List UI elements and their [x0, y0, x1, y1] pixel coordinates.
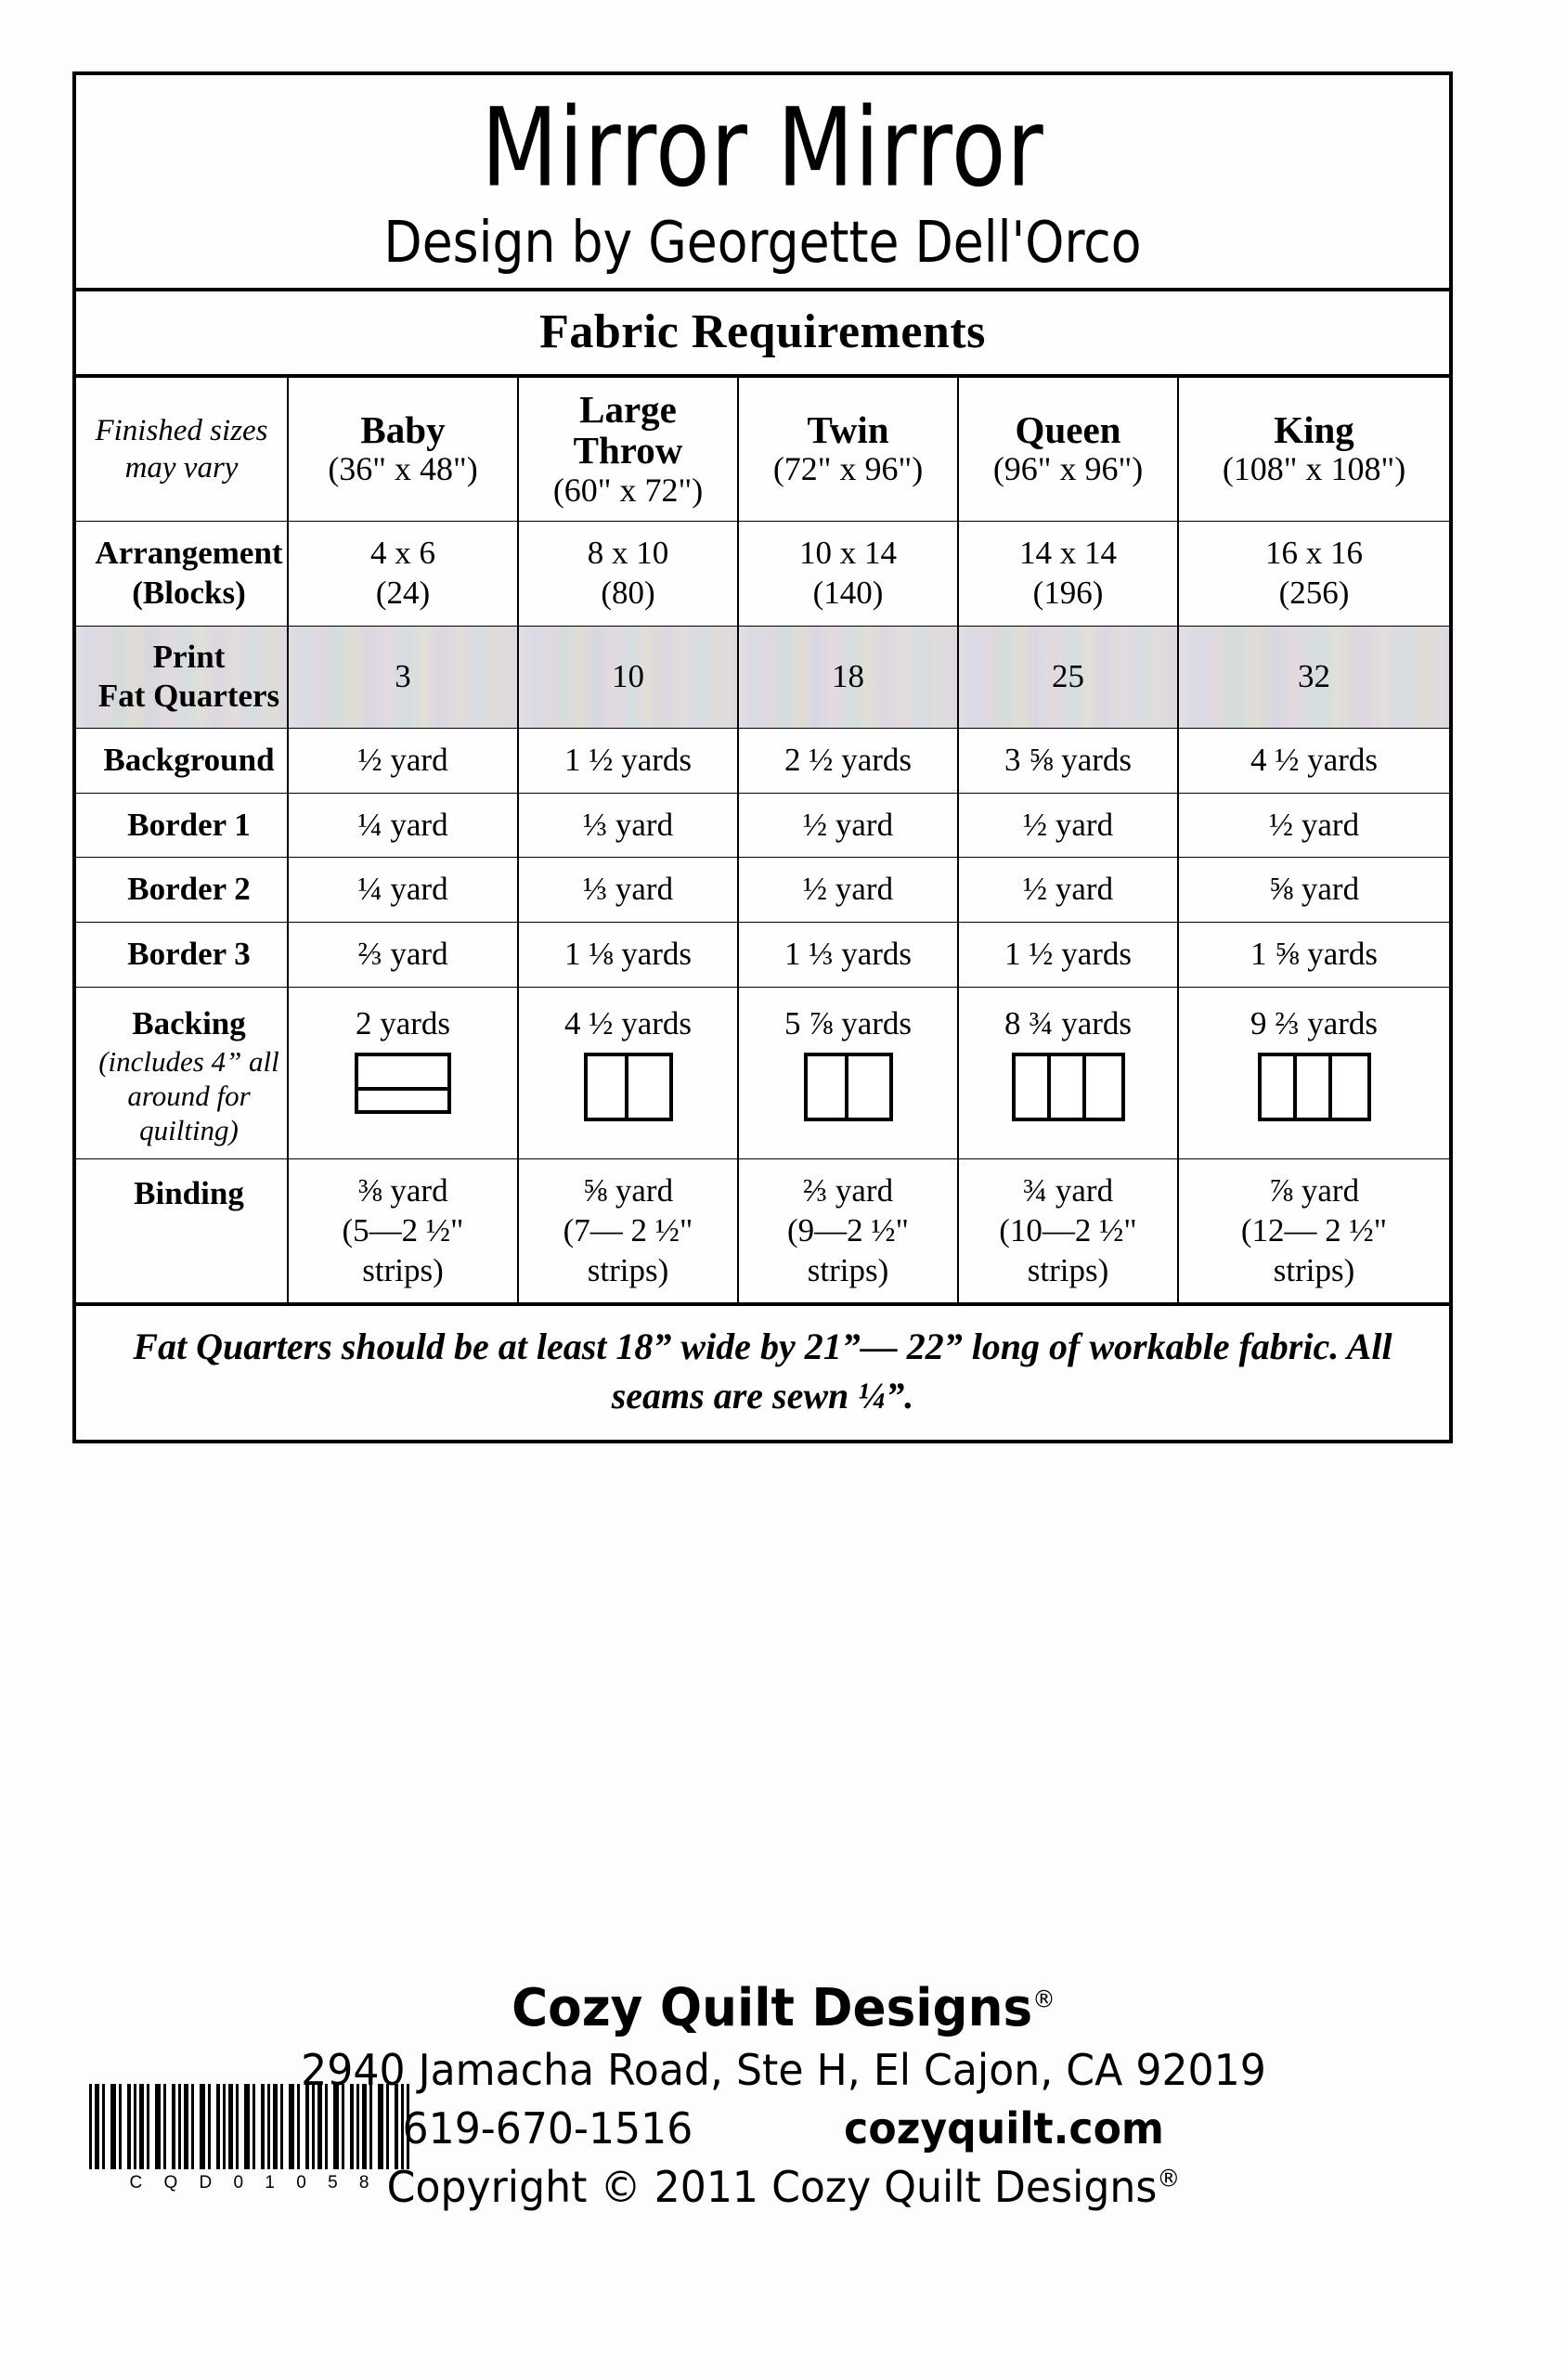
diagram-panel: [1297, 1056, 1332, 1118]
row-label-background: Background: [76, 729, 288, 794]
table-row-binding: [76, 1159, 1449, 1303]
cell-border3-baby: ⅔ yard: [288, 923, 518, 988]
cell-background-large-throw: 1 ½ yards: [518, 729, 738, 794]
cell-arrangement-baby: [288, 522, 518, 626]
cell-backing-baby: [288, 987, 518, 1158]
cell-border1-large-throw: ⅓ yard: [518, 793, 738, 858]
section-heading: Fabric Requirements: [76, 291, 1449, 378]
cell-backing-king: [1178, 987, 1449, 1158]
backing-diagram-king: [1183, 1053, 1445, 1121]
cell-backing-queen: [958, 987, 1178, 1158]
cell-border2-king: ⅝ yard: [1178, 858, 1449, 923]
row-label-backing: [76, 987, 288, 1158]
table-row-border-3: [76, 923, 1449, 988]
cell-value: ¾ yard: [1022, 1172, 1114, 1209]
three-panel-diagram: [1012, 1053, 1125, 1121]
cell-value: ⅔ yard: [802, 1172, 894, 1209]
footer: [0, 1978, 1567, 2213]
table-row-border-1: [76, 793, 1449, 858]
diagram-panel: [808, 1056, 848, 1118]
page-title: Mirror Mirror: [481, 84, 1044, 212]
table-row-border-2: [76, 858, 1449, 923]
cell-binding-baby: [288, 1159, 518, 1303]
diagram-panel: [1051, 1056, 1086, 1118]
row-label-note: (includes 4” all around for quilting): [98, 1045, 279, 1146]
cell-value-line3: strips): [807, 1251, 889, 1288]
backing-diagram-large-throw: [523, 1053, 733, 1121]
copyright-notice: [32, 2162, 1535, 2212]
barcode-label: C Q D 0 1 0 5 8: [129, 2173, 378, 2192]
company-website[interactable]: cozyquilt.com: [844, 2103, 1165, 2154]
row-label-text: Arrangement: [95, 535, 283, 572]
cell-background-king: 4 ½ yards: [1178, 729, 1449, 794]
company-address: 2940 Jamacha Road, Ste H, El Cajon, CA 92019: [301, 2044, 1266, 2095]
diagram-panel: [628, 1056, 669, 1118]
cell-value-line2: (9—2 ½": [787, 1211, 909, 1248]
column-dimensions: (36" x 48"): [328, 450, 478, 488]
cell-value-line3: strips): [362, 1251, 444, 1288]
row-label-text: Backing: [132, 1004, 246, 1041]
table-row-arrangement: [76, 522, 1449, 626]
column-name: King: [1274, 408, 1354, 452]
cell-border3-king: 1 ⅝ yards: [1178, 923, 1449, 988]
cell-fat-quarters-twin: 18: [738, 626, 958, 728]
cell-value: 8 x 10: [587, 535, 669, 572]
cell-fat-quarters-large-throw: 10: [518, 626, 738, 728]
fabric-requirements-table: [76, 378, 1449, 1302]
cell-value: 4 ½ yards: [563, 1004, 693, 1041]
cell-value-line2: (5—2 ½": [342, 1211, 464, 1248]
column-dimensions: (72" x 96"): [772, 450, 924, 488]
backing-diagram-queen: [963, 1053, 1173, 1121]
fabric-requirements-panel: [72, 71, 1453, 1443]
cell-arrangement-twin: [738, 522, 958, 626]
column-header-queen: [958, 378, 1178, 522]
designer-credit: Design by Georgette Dell'Orco: [383, 209, 1142, 276]
table-corner-cell: [76, 378, 288, 522]
cell-value-line3: strips): [1273, 1251, 1355, 1288]
cell-value: 8 ¾ yards: [1004, 1004, 1133, 1041]
row-label-arrangement: [76, 522, 288, 626]
column-dimensions: (96" x 96"): [992, 450, 1144, 488]
table-row-print-fat-quarters: [76, 626, 1449, 728]
row-label-border-1: Border 1: [76, 793, 288, 858]
cell-value: 5 ⅞ yards: [784, 1004, 913, 1041]
cell-border3-large-throw: 1 ⅛ yards: [518, 923, 738, 988]
column-name: Queen: [1015, 408, 1121, 452]
fat-quarter-footnote: Fat Quarters should be at least 18” wide by 21”— 22” long of workable fabric. All seams are sewn ¼”.: [76, 1302, 1449, 1440]
table-header-row: [76, 378, 1449, 522]
cell-value: 9 ⅔ yards: [1250, 1004, 1379, 1041]
two-panel-diagram: [584, 1053, 673, 1121]
cell-value-line2: (256): [1278, 574, 1350, 611]
cell-border2-baby: ¼ yard: [288, 858, 518, 923]
row-label-text: Print: [152, 638, 226, 675]
cell-binding-large-throw: [518, 1159, 738, 1303]
cell-border1-twin: ½ yard: [738, 793, 958, 858]
company-phone: 619-670-1516: [402, 2103, 693, 2154]
column-name: Twin: [807, 408, 889, 452]
row-label-binding: Binding: [76, 1159, 288, 1303]
diagram-panel: [1332, 1056, 1367, 1118]
cell-binding-king: [1178, 1159, 1449, 1303]
column-dimensions: (108" x 108"): [1222, 450, 1406, 488]
two-panel-diagram: [804, 1053, 893, 1121]
title-block: [76, 75, 1449, 291]
registered-mark: ®: [1157, 2165, 1181, 2193]
cell-value: ⅜ yard: [357, 1172, 448, 1209]
registered-mark: ®: [1032, 1985, 1055, 2014]
diagram-panel: [358, 1091, 447, 1110]
cell-arrangement-queen: [958, 522, 1178, 626]
cell-border2-large-throw: ⅓ yard: [518, 858, 738, 923]
diagram-panel: [848, 1056, 889, 1118]
cell-value: 14 x 14: [1019, 535, 1117, 572]
cell-value-line2: (80): [601, 574, 655, 611]
row-label-text-line2: (Blocks): [132, 574, 246, 611]
cell-value: ⅞ yard: [1268, 1172, 1360, 1209]
column-header-twin: [738, 378, 958, 522]
cell-background-twin: 2 ½ yards: [738, 729, 958, 794]
cell-border2-twin: ½ yard: [738, 858, 958, 923]
column-header-king: [1178, 378, 1449, 522]
backing-diagram-twin: [743, 1053, 953, 1121]
cell-border1-queen: ½ yard: [958, 793, 1178, 858]
cell-background-queen: 3 ⅝ yards: [958, 729, 1178, 794]
cell-border1-baby: ¼ yard: [288, 793, 518, 858]
company-name-text: Cozy Quilt Designs: [512, 1978, 1033, 2038]
cell-fat-quarters-queen: 25: [958, 626, 1178, 728]
row-label-print-fat-quarters: [76, 626, 288, 728]
column-header-baby: [288, 378, 518, 522]
cell-value: 2 yards: [355, 1004, 451, 1041]
cell-fat-quarters-baby: 3: [288, 626, 518, 728]
diagram-panel: [358, 1056, 447, 1091]
cell-value: 4 x 6: [370, 535, 435, 572]
cell-binding-queen: [958, 1159, 1178, 1303]
finished-sizes-note: Finished sizes may vary: [95, 413, 268, 485]
cell-arrangement-king: [1178, 522, 1449, 626]
cell-border3-twin: 1 ⅓ yards: [738, 923, 958, 988]
table-row-background: [76, 729, 1449, 794]
cell-value-line2: (7— 2 ½": [563, 1211, 693, 1248]
backing-diagram-baby: [292, 1053, 513, 1114]
horizontal-split-diagram: [355, 1053, 451, 1114]
cell-value-line2: (196): [1032, 574, 1104, 611]
cell-backing-twin: [738, 987, 958, 1158]
diagram-panel: [1086, 1056, 1121, 1118]
cell-border3-queen: 1 ½ yards: [958, 923, 1178, 988]
cell-value: 10 x 14: [799, 535, 897, 572]
column-dimensions: (60" x 72"): [552, 471, 704, 509]
cell-background-baby: ½ yard: [288, 729, 518, 794]
cell-value-line2: (12— 2 ½": [1240, 1211, 1388, 1248]
cell-border1-king: ½ yard: [1178, 793, 1449, 858]
column-name: Baby: [360, 408, 446, 452]
cell-value-line3: strips): [1027, 1251, 1109, 1288]
row-label-border-2: Border 2: [76, 858, 288, 923]
company-name: [39, 1978, 1528, 2038]
cell-binding-twin: [738, 1159, 958, 1303]
diagram-panel: [1262, 1056, 1297, 1118]
contact-row: [0, 2103, 1567, 2154]
cell-value: ⅝ yard: [582, 1172, 674, 1209]
cell-value-line2: (10—2 ½": [999, 1211, 1137, 1248]
cell-value: 16 x 16: [1265, 535, 1363, 572]
cell-arrangement-large-throw: [518, 522, 738, 626]
column-header-large-throw: [518, 378, 738, 522]
three-panel-diagram: [1258, 1053, 1371, 1121]
diagram-panel: [588, 1056, 628, 1118]
diagram-panel: [1016, 1056, 1051, 1118]
cell-value-line2: (24): [375, 574, 431, 611]
copyright-text: Copyright © 2011 Cozy Quilt Designs: [386, 2162, 1158, 2213]
cell-value-line2: (140): [812, 574, 884, 611]
column-name: Large Throw: [573, 388, 683, 472]
cell-value-line3: strips): [587, 1251, 669, 1288]
table-row-backing: [76, 987, 1449, 1158]
row-label-border-3: Border 3: [76, 923, 288, 988]
cell-backing-large-throw: [518, 987, 738, 1158]
cell-border2-queen: ½ yard: [958, 858, 1178, 923]
row-label-text-line2: Fat Quarters: [97, 678, 280, 715]
cell-fat-quarters-king: 32: [1178, 626, 1449, 728]
